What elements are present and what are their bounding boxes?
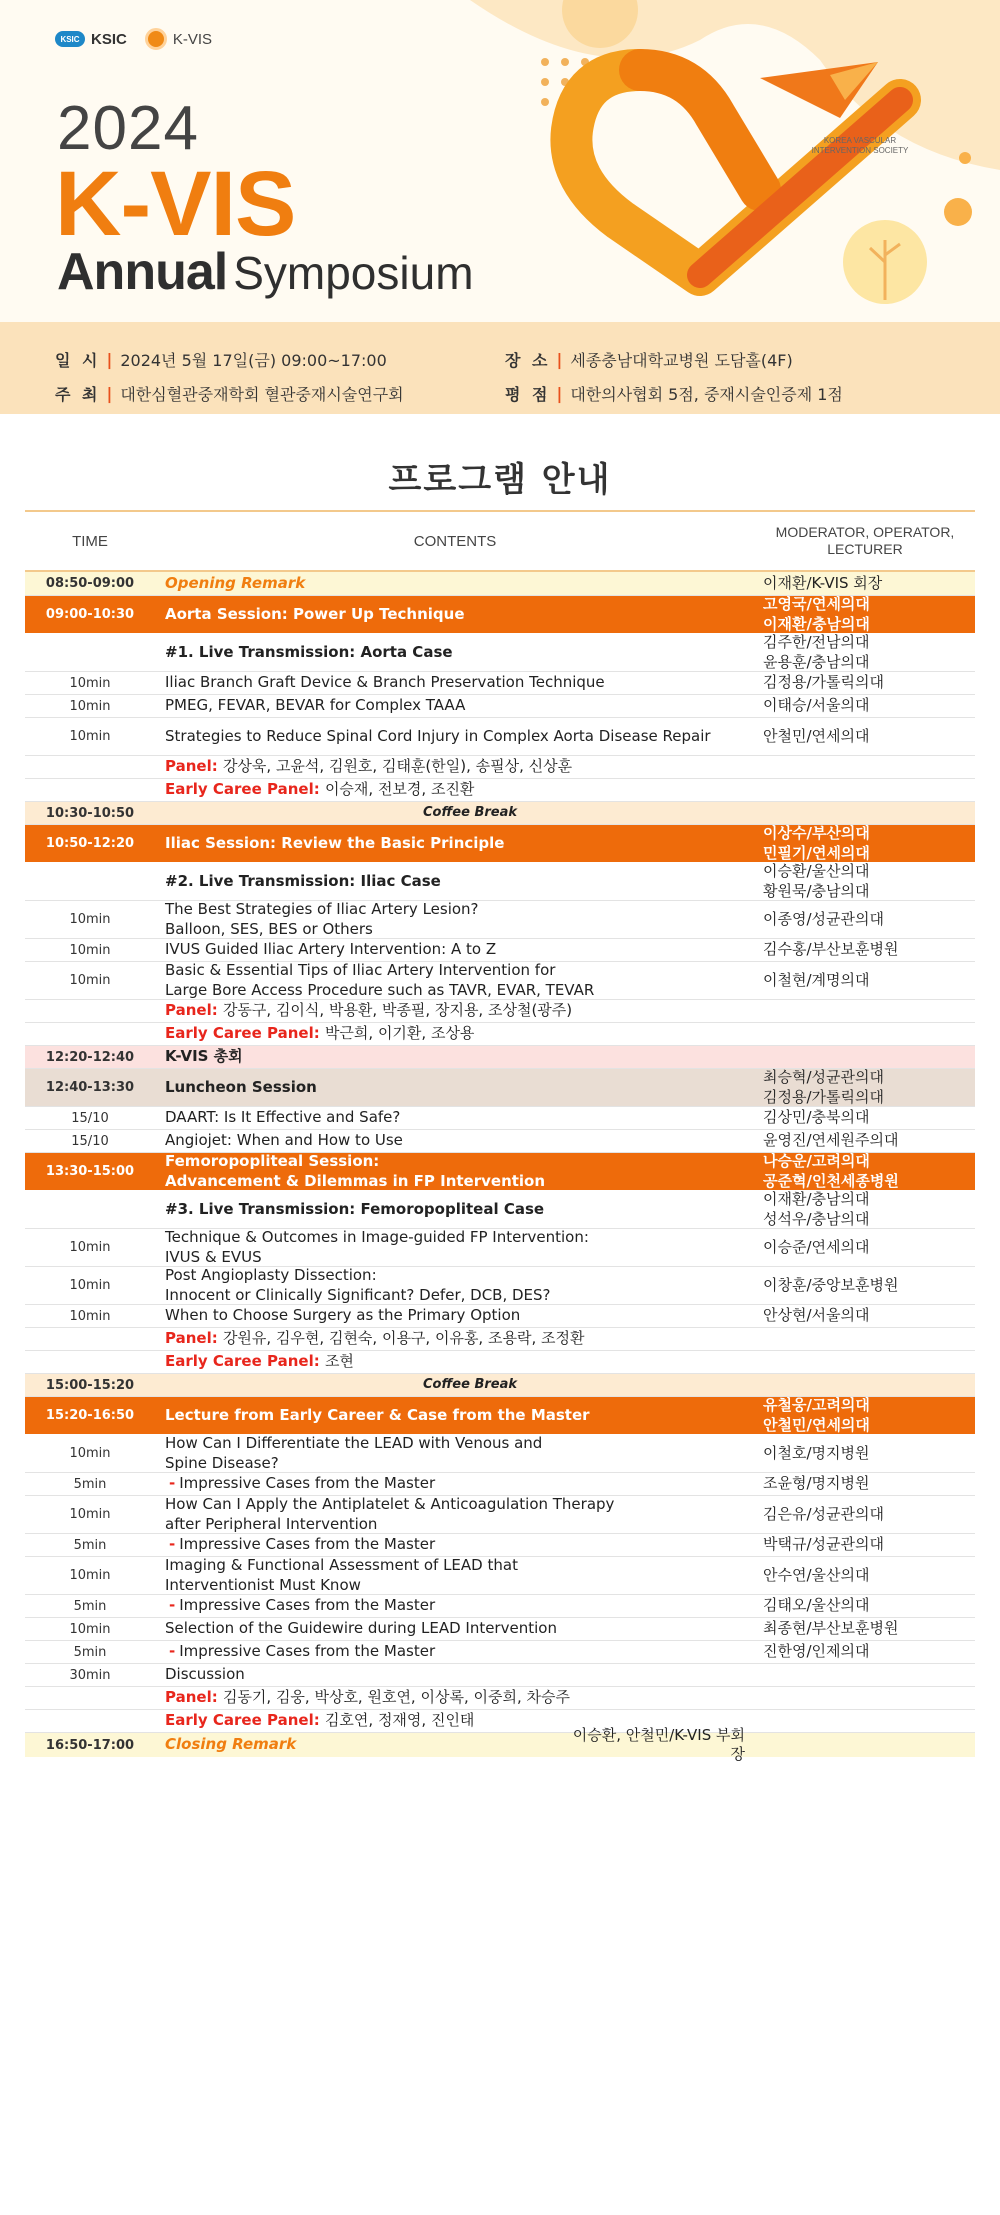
row-content [155, 1474, 755, 1494]
row-content: #3. Live Transmission: Femoropopliteal Case [165, 1199, 545, 1218]
panel-names: 박근희, 이기환, 조상용 [324, 1024, 475, 1043]
program-row-panel [25, 756, 975, 779]
row-time: 5min [73, 1476, 107, 1492]
host-value: 대한심혈관중재학회 혈관중재시술연구회 [120, 384, 404, 404]
row-content: DAART: Is It Effective and Safe? [165, 1108, 401, 1127]
row-content: Angiojet: When and How to Use [165, 1131, 403, 1150]
panel-label: Panel: [165, 757, 223, 776]
row-time: 10min [69, 973, 111, 988]
program-row-talk [25, 1557, 975, 1595]
row-content [155, 1735, 555, 1755]
row-time: 13:30-15:00 [45, 1164, 135, 1179]
panel-names: 강원유, 김우현, 김현숙, 이용구, 이유홍, 조용락, 조정환 [222, 1329, 585, 1348]
program-row-panel [25, 1328, 975, 1351]
program-row-coffee [25, 802, 975, 825]
header-time: TIME [72, 532, 108, 550]
row-time: 12:20-12:40 [45, 1049, 135, 1065]
row-content: How Can I Apply the Antiplatelet & Anticoagulation Therapy after Peripheral Intervention [165, 1495, 615, 1533]
row-content: Iliac Branch Graft Device & Branch Preservation Technique [165, 673, 605, 692]
row-moderator: 나승운/고려의대 공준혁/인천세종병원 [763, 1152, 899, 1190]
info-place [505, 348, 793, 371]
panel-label: Early Caree Panel: [165, 1024, 325, 1043]
row-time: 09:00-10:30 [45, 607, 135, 622]
row-content: PMEG, FEVAR, BEVAR for Complex TAAA [165, 696, 466, 715]
program-row-coffee [25, 1374, 975, 1397]
sub-dash: - [169, 1535, 176, 1554]
row-moderator: 안상현/서울의대 [763, 1306, 870, 1325]
row-moderator: 최승혁/성균관의대 김정용/가톨릭의대 [763, 1068, 884, 1106]
row-time: 10min [69, 1621, 111, 1637]
row-content: Post Angioplasty Dissection: Innocent or Clinically Significant? Defer, DCB, DES? [165, 1266, 551, 1304]
program-row-talk [25, 901, 975, 939]
program-row-panel [25, 1687, 975, 1710]
separator: | [106, 383, 113, 403]
sub-title: Impressive Cases from the Master [179, 1474, 436, 1493]
separator: | [556, 349, 563, 369]
row-moderator: 김은유/성균관의대 [763, 1504, 884, 1523]
row-time: 10min [69, 698, 111, 714]
credit-key: 평 점 [505, 384, 551, 404]
program-row-sub [25, 1641, 975, 1664]
kvis-logo-text: K-VIS [172, 30, 213, 48]
ksic-logo [55, 31, 127, 48]
panel-label: Early Caree Panel: [165, 1352, 325, 1371]
row-moderator: 박택규/성균관의대 [763, 1535, 884, 1554]
panel-label: Panel: [165, 1329, 223, 1348]
row-content [155, 1535, 755, 1555]
program-row-panel [25, 779, 975, 802]
program-row-talk [25, 939, 975, 962]
row-content: #1. Live Transmission: Aorta Case [165, 642, 453, 661]
row-time: 16:50-17:00 [45, 1737, 135, 1753]
program-row-closing [25, 1725, 975, 1763]
row-content: Aorta Session: Power Up Technique [165, 604, 465, 623]
program-row-sub [25, 1595, 975, 1618]
panel-names: 이승재, 전보경, 조진환 [324, 780, 475, 799]
row-moderator: 이승준/연세의대 [763, 1237, 870, 1256]
row-moderator: 이재환/K-VIS 회장 [763, 573, 883, 592]
row-moderator: 최종현/부산보훈병원 [763, 1619, 899, 1638]
ksic-logo-text: KSIC [91, 30, 127, 48]
row-time: 10min [69, 1507, 111, 1522]
annual-word: Annual [57, 243, 228, 301]
sub-dash: - [169, 1474, 176, 1493]
row-moderator: 이태승/서울의대 [763, 696, 870, 715]
header-moderator: MODERATOR, OPERATOR, LECTURER [775, 524, 955, 557]
symposium-word: Symposium [233, 247, 474, 299]
row-content: K-VIS 총회 [165, 1047, 243, 1066]
info-credit [505, 382, 843, 405]
program-row-talk [25, 1435, 975, 1473]
panel-members [155, 1001, 975, 1021]
row-time: 15/10 [71, 1133, 109, 1149]
panel-members [155, 757, 975, 777]
poster-header [0, 0, 1000, 322]
row-moderator: 이승환/울산의대 황원묵/충남의대 [763, 862, 870, 900]
row-time: 10min [69, 912, 111, 927]
program-row-talk [25, 1305, 975, 1328]
row-content: Basic & Essential Tips of Iliac Artery Intervention for Large Bore Access Procedure such as TAVR, EVAR, TEVAR [165, 961, 595, 999]
program-row-lunch [25, 1069, 975, 1107]
row-content [155, 1642, 755, 1662]
program-row-talk [25, 1229, 975, 1267]
program-row-talk [25, 962, 975, 1000]
program-row-talk [25, 672, 975, 695]
row-time: 30min [69, 1667, 111, 1683]
row-time: 10min [69, 1308, 111, 1324]
row-content: #2. Live Transmission: Iliac Case [165, 871, 441, 890]
row-time: 10min [69, 729, 111, 744]
brand-heading: K-VIS [55, 153, 296, 255]
row-content: Technique & Outcomes in Image-guided FP Intervention: IVUS & EVUS [165, 1228, 589, 1266]
opening-remark-label: Opening Remark [165, 573, 306, 592]
row-time: 12:40-13:30 [45, 1080, 135, 1095]
row-content: Iliac Session: Review the Basic Principle [165, 833, 505, 852]
program-row-talk [25, 1664, 975, 1687]
row-content: Imaging & Functional Assessment of LEAD that Interventionist Must Know [165, 1556, 518, 1594]
row-time: 10min [69, 1568, 111, 1583]
program-row-live [25, 1191, 975, 1229]
table-header [25, 510, 975, 572]
program-row-live [25, 863, 975, 901]
program-row-talk [25, 695, 975, 718]
row-time: 10min [69, 1278, 111, 1293]
row-moderator: 김태오/울산의대 [763, 1596, 870, 1615]
row-moderator: 유철웅/고려의대 안철민/연세의대 [763, 1396, 870, 1434]
panel-label: Panel: [165, 1688, 223, 1707]
coffee-break-label: Coffee Break [422, 804, 517, 820]
row-time: 5min [73, 1644, 107, 1660]
row-content: Discussion [165, 1665, 245, 1684]
row-time: 15:00-15:20 [45, 1377, 135, 1393]
program-row-talk [25, 1107, 975, 1130]
panel-names: 조현 [324, 1352, 354, 1371]
row-time: 08:50-09:00 [45, 576, 135, 591]
row-content: How Can I Differentiate the LEAD with Venous and Spine Disease? [165, 1434, 543, 1472]
info-host [55, 382, 505, 405]
program-row-general [25, 1046, 975, 1069]
kvis-logo-icon [145, 28, 167, 50]
row-time: 15/10 [71, 1110, 109, 1126]
panel-label: Panel: [165, 1001, 223, 1020]
row-content: Lecture from Early Career & Case from the Master [165, 1405, 590, 1424]
row-moderator: 이재환/충남의대 성석우/충남의대 [763, 1190, 870, 1228]
program-row-talk [25, 1267, 975, 1305]
program-title: 프로그램 안내 [388, 460, 612, 500]
program-row-talk [25, 1496, 975, 1534]
program-row-talk [25, 718, 975, 756]
program-row-panel [25, 1000, 975, 1023]
row-time: 10min [69, 1240, 111, 1255]
program-row-panel [25, 1023, 975, 1046]
row-time: 10min [69, 942, 111, 958]
row-moderator: 안수연/울산의대 [763, 1565, 870, 1584]
info-date [55, 348, 505, 371]
place-key: 장 소 [505, 350, 551, 370]
row-content: Luncheon Session [165, 1077, 317, 1096]
date-key: 일 시 [55, 350, 101, 370]
row-time: 10:30-10:50 [45, 805, 135, 821]
program-row-sub [25, 1473, 975, 1496]
row-time: 15:20-16:50 [45, 1408, 135, 1423]
ksic-logo-icon: KSIC [55, 31, 85, 47]
row-content [155, 1596, 755, 1616]
logo-bar [55, 28, 212, 50]
place-value: 세종충남대학교병원 도담홀(4F) [570, 350, 793, 370]
row-content: Strategies to Reduce Spinal Cord Injury in Complex Aorta Disease Repair [165, 726, 711, 745]
table-body [25, 572, 975, 1763]
row-time: 5min [73, 1598, 107, 1614]
row-moderator: 이종영/성균관의대 [763, 909, 884, 928]
panel-names: 강동구, 김이식, 박용환, 박종필, 장지용, 조상철(광주) [222, 1001, 573, 1020]
panel-label: Early Caree Panel: [165, 1711, 325, 1730]
row-moderator: 이상수/부산의대 민필기/연세의대 [763, 824, 870, 862]
info-row-1 [55, 342, 1000, 376]
host-key: 주 최 [55, 384, 101, 404]
program-row-session [25, 825, 975, 863]
row-moderator: 진한영/인제의대 [763, 1642, 870, 1661]
credit-value: 대한의사협회 5점, 중재시술인증제 1점 [570, 384, 843, 404]
sub-dash: - [169, 1642, 176, 1661]
panel-members [155, 780, 975, 800]
row-content: The Best Strategies of Iliac Artery Lesion? Balloon, SES, BES or Others [165, 900, 479, 938]
sub-dash: - [169, 1596, 176, 1615]
row-time: 10:50-12:20 [45, 836, 135, 851]
row-moderator: 고영국/연세의대 이재환/충남의대 [763, 595, 870, 633]
program-table [25, 510, 975, 1763]
program-row-sub [25, 1534, 975, 1557]
event-info-band [0, 322, 1000, 414]
header-contents: CONTENTS [413, 532, 497, 550]
row-moderator: 김주한/전남의대 윤용훈/충남의대 [763, 633, 870, 671]
row-time: 5min [73, 1537, 107, 1553]
row-moderator: 안철민/연세의대 [763, 726, 870, 745]
row-moderator: 김정용/가톨릭의대 [763, 673, 884, 692]
panel-label: Early Caree Panel: [165, 780, 325, 799]
panel-names: 강상욱, 고윤석, 김원호, 김태훈(한일), 송필상, 신상훈 [222, 757, 573, 776]
program-row-panel [25, 1710, 975, 1733]
panel-names: 김호연, 정재영, 진인태 [324, 1711, 475, 1730]
row-moderator: 조윤형/명지병원 [763, 1474, 870, 1493]
row-moderator: 이철현/계명의대 [763, 970, 870, 989]
program-row-live [25, 634, 975, 672]
program-row-session [25, 1153, 975, 1191]
kvis-logo [145, 28, 212, 50]
row-time: 10min [69, 675, 111, 691]
program-row-talk [25, 1618, 975, 1641]
row-moderator: 이승환, 안철민/K-VIS 부회장 [572, 1725, 745, 1763]
event-title [57, 243, 474, 301]
row-content: Femoropopliteal Session: Advancement & Dilemmas in FP Intervention [165, 1152, 546, 1190]
date-value: 2024년 5월 17일(금) 09:00~17:00 [120, 350, 387, 370]
row-moderator: 이철호/명지병원 [763, 1443, 870, 1462]
info-row-2 [55, 376, 1000, 410]
panel-members [155, 1688, 975, 1708]
separator: | [556, 383, 563, 403]
row-content: Selection of the Guidewire during LEAD Intervention [165, 1619, 557, 1638]
program-row-panel [25, 1351, 975, 1374]
row-time: 10min [69, 1446, 111, 1461]
society-caption: KOREA VASCULAR INTERVENTION SOCIETY [811, 136, 909, 156]
year-heading: 2024 [57, 94, 199, 163]
panel-names: 김동기, 김웅, 박상호, 원호연, 이상록, 이중희, 차승주 [222, 1688, 570, 1707]
row-moderator: 김상민/충북의대 [763, 1108, 870, 1127]
coffee-break-label: Coffee Break [422, 1376, 517, 1392]
panel-members [155, 1352, 975, 1372]
row-content: IVUS Guided Iliac Artery Intervention: A to Z [165, 940, 497, 959]
panel-members [155, 1329, 975, 1349]
program-row-session [25, 1397, 975, 1435]
program-row-opening [25, 572, 975, 596]
sub-title: Impressive Cases from the Master [179, 1596, 436, 1615]
row-moderator: 김수홍/부산보훈병원 [763, 940, 899, 959]
separator: | [106, 349, 113, 369]
row-moderator: 이창훈/중앙보훈병원 [763, 1275, 899, 1294]
program-row-session [25, 596, 975, 634]
row-moderator: 윤영진/연세원주의대 [763, 1131, 899, 1150]
row-content: When to Choose Surgery as the Primary Option [165, 1306, 521, 1325]
closing-remark-label: Closing Remark [165, 1735, 297, 1754]
sub-title: Impressive Cases from the Master [179, 1642, 436, 1661]
program-row-talk [25, 1130, 975, 1153]
sub-title: Impressive Cases from the Master [179, 1535, 436, 1554]
panel-members [155, 1024, 975, 1044]
row-content [155, 574, 755, 594]
